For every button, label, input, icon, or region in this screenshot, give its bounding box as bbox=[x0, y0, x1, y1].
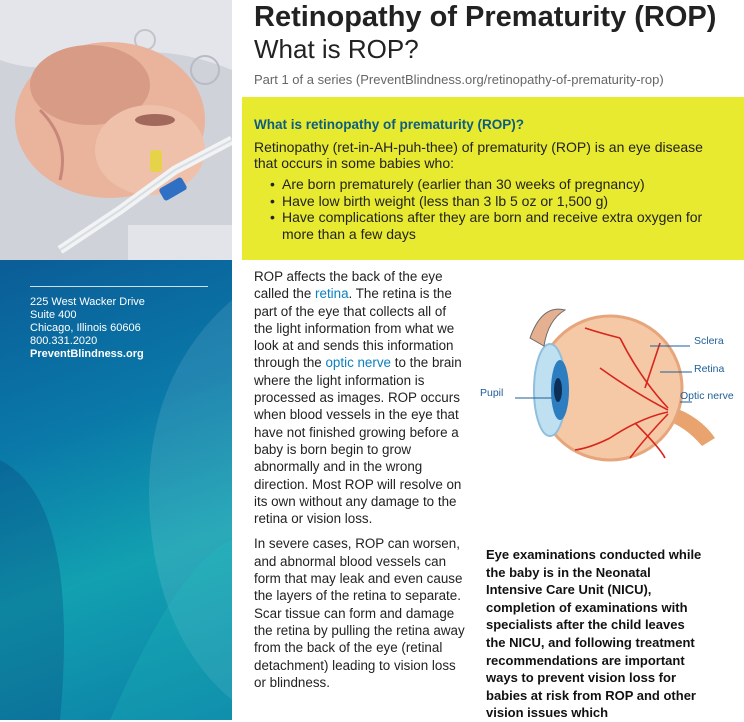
definition-callout bbox=[242, 97, 744, 260]
callout-intro: Retinopathy (ret-in-AH-puh-thee) of prematurity (ROP) is an eye disease that occurs in some babies who: bbox=[254, 139, 703, 171]
series-note: Part 1 of a series (PreventBlindness.org/retinopathy-of-prematurity-rop) bbox=[254, 72, 664, 87]
bullet-icon: • bbox=[270, 176, 275, 192]
sclera-label: Sclera bbox=[694, 335, 724, 347]
retina-link[interactable]: retina bbox=[315, 286, 349, 302]
contact-address bbox=[30, 296, 145, 361]
list-item-text: Have complications after they are born and receive extra oxygen for more than a few days bbox=[282, 209, 703, 242]
contact-phone: 800.331.2020 bbox=[30, 335, 98, 347]
infant-photo-illustration bbox=[0, 0, 232, 260]
list-item bbox=[270, 176, 720, 193]
paragraph-rop-affects bbox=[254, 268, 466, 527]
contact-sidebar bbox=[0, 260, 232, 720]
list-item bbox=[270, 193, 720, 210]
address-suite: Suite 400 bbox=[30, 309, 77, 321]
retina-label: Retina bbox=[694, 363, 725, 375]
page-title: Retinopathy of Prematurity (ROP) bbox=[254, 1, 717, 33]
pupil-shape bbox=[554, 378, 562, 402]
exam-importance-note: Eye examinations conducted while the baby is in the Neonatal Intensive Care Unit (NICU), completion of examinations with specialists after the child leaves the NICU, and following treatment recommendations are important ways to prevent vision loss for babies at risk from ROP and other vision issues which bbox=[486, 547, 702, 721]
contact-website: PreventBlindness.org bbox=[30, 348, 144, 360]
list-item-text: Are born prematurely (earlier than 30 weeks of pregnancy) bbox=[282, 176, 645, 192]
paragraph-text: . The retina is the part of the eye that collects all of the light information from what we look at and sends this information through the bbox=[254, 286, 455, 371]
paragraph-severe-cases: In severe cases, ROP can worsen, and abnormal blood vessels can form that may leak and even cause the layers of the retina to separate. Scar tissue can form and damage the retina by pulling the retina away from the back of the eye (retinal detachment) leading to vision loss or blindness. bbox=[254, 536, 465, 690]
bullet-icon: • bbox=[270, 209, 275, 225]
address-city: Chicago, Illinois 60606 bbox=[30, 322, 141, 334]
paragraph-text: to the brain where the light information is processed as images. ROP occurs when blood vessels in the eye that have not finished growing before a baby is born begin to grow abnormally and in the wrong direction. Most ROP will resolve on its own without any damage to the retina or vision loss. bbox=[254, 355, 462, 527]
address-street: 225 West Wacker Drive bbox=[30, 296, 145, 308]
infant-photo bbox=[0, 0, 232, 260]
list-item bbox=[270, 209, 720, 242]
paragraph-text: ROP affects the back of the eye called the bbox=[254, 269, 443, 302]
body-text bbox=[254, 268, 466, 691]
optic-nerve-link[interactable]: optic nerve bbox=[325, 355, 391, 371]
eye-anatomy-diagram bbox=[470, 298, 744, 486]
sidebar-divider bbox=[30, 286, 208, 287]
page-subtitle: What is ROP? bbox=[254, 34, 419, 64]
optic-nerve-label: Optic nerve bbox=[680, 390, 734, 402]
risk-factor-list bbox=[270, 176, 720, 242]
bullet-icon: • bbox=[270, 192, 275, 209]
pupil-label: Pupil bbox=[480, 387, 504, 399]
list-item-text: Have low birth weight (less than 3 lb 5 oz or 1,500 g) bbox=[282, 192, 609, 209]
callout-heading: What is retinopathy of prematurity (ROP)? bbox=[254, 117, 525, 132]
